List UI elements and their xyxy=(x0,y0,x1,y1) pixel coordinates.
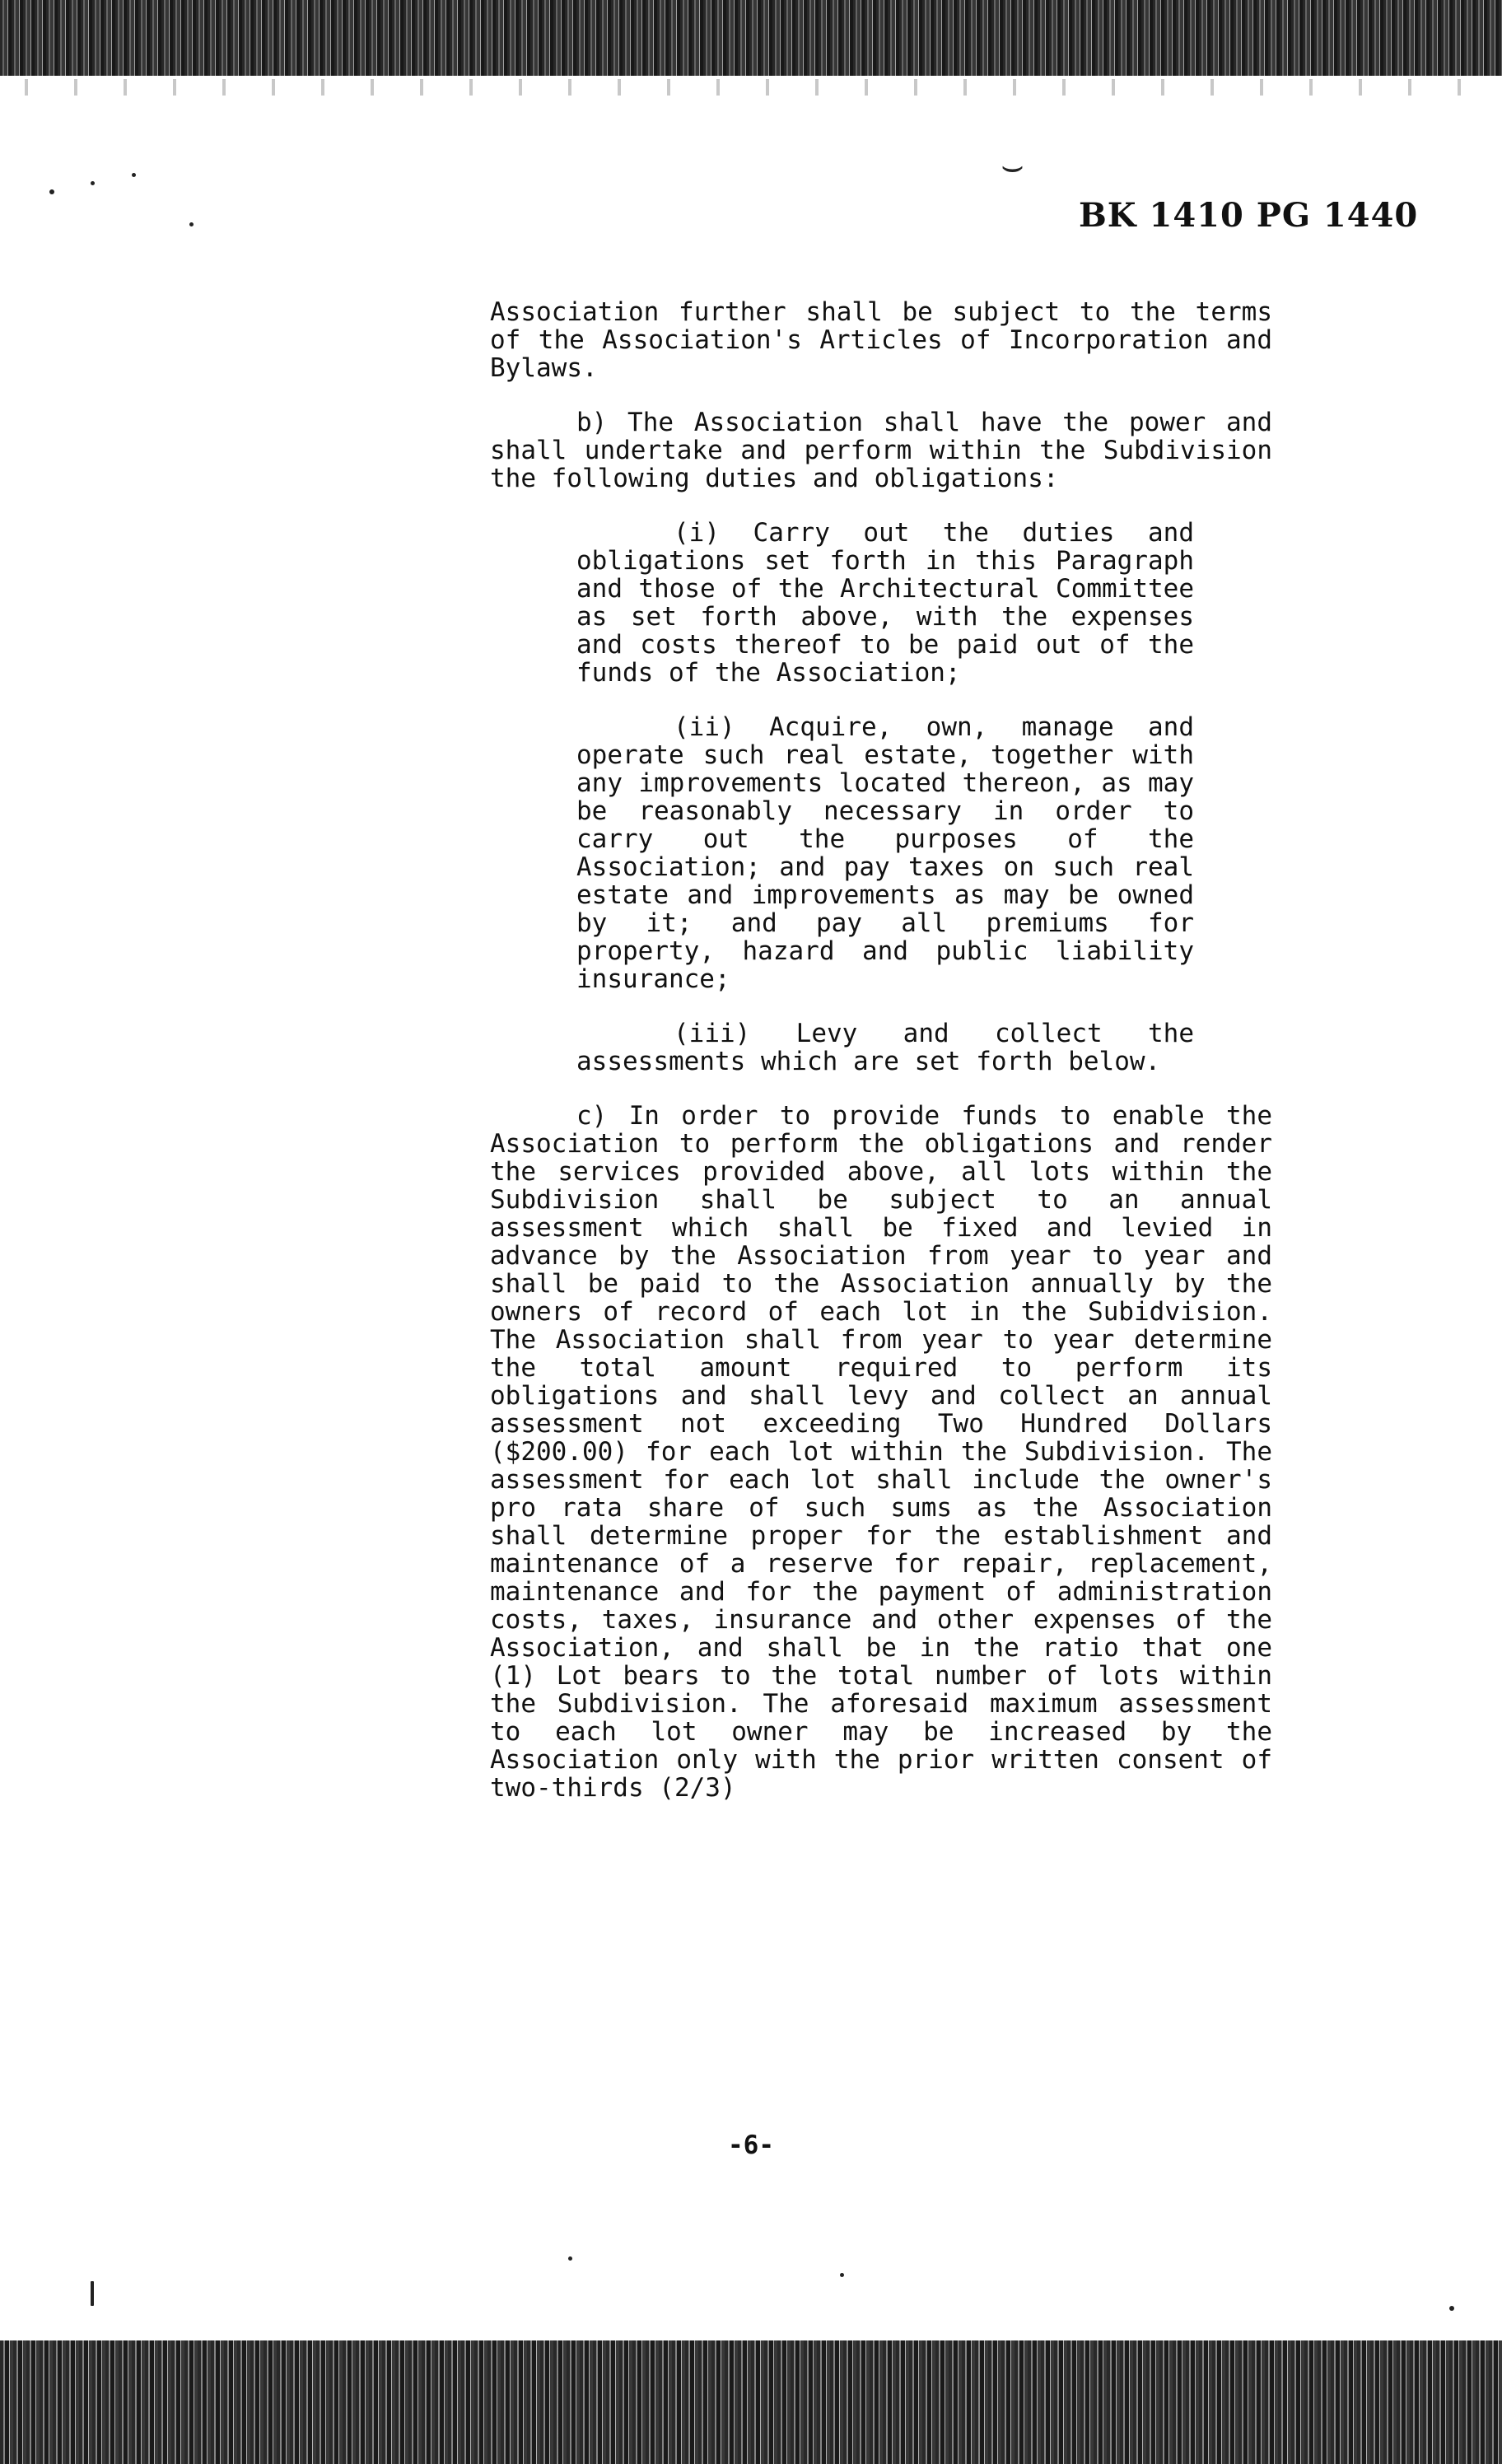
scan-noise-bottom xyxy=(0,2340,1502,2464)
paragraph-intro: Association further shall be subject to the terms of the Association's Articles of Incorporation and Bylaws. xyxy=(490,297,1272,383)
scan-noise-top xyxy=(0,0,1502,76)
speckle xyxy=(132,173,136,177)
speckle xyxy=(189,222,194,226)
book-page-reference: BK 1410 PG 1440 xyxy=(1079,196,1419,235)
speckle xyxy=(568,2256,572,2261)
page-number: -6- xyxy=(728,2130,774,2160)
speckle xyxy=(91,2281,94,2306)
paragraph-b: b) The Association shall have the power and shall undertake and perform within the Subdivision the following duties and obligations: xyxy=(490,408,1272,493)
paragraph-c: c) In order to provide funds to enable the Association to perform the obligations and render the services provided above, all lots within the Subdivision shall be subject to an annual assessment which shall be fixed and levied in advance by the Association from year to year and shall be paid to the Association annually by the owners of record of each lot in the Subidvision. The Association shall from year to year determine the total amount required to perform its obligations and shall levy and collect an annual assessment not exceeding Two Hundred Dollars ($200.00) for each lot within the Subdivision. The assessment for each lot shall include the owner's pro rata share of such sums as the Association shall determine proper for the establishment and maintenance of a reserve for repair, replacement, maintenance and for the payment of administration costs, taxes, insurance and other expenses of the Association, and shall be in the ratio that one (1) Lot bears to the total number of lots within the Subdivision. The aforesaid maximum assessment to each lot owner may be increased by the Association only with the prior written consent of two-thirds (2/3) xyxy=(490,1101,1272,1803)
document-body xyxy=(490,298,1272,1828)
speckle xyxy=(840,2273,844,2277)
speckle xyxy=(49,189,54,194)
speckle xyxy=(91,181,95,185)
speckle xyxy=(1449,2306,1454,2311)
handwritten-mark-icon: ⌣ xyxy=(1001,145,1024,187)
subparagraph-ii: (ii) Acquire, own, manage and operate such real estate, together with any improvements located thereon, as may be reasonably necessary in order to carry out the purposes of the Association; and pay taxes on such real estate and improvements as may be owned by it; and pay all premiums for property, hazard and public liability insurance; xyxy=(576,712,1194,994)
subparagraph-i: (i) Carry out the duties and obligations set forth in this Paragraph and those of the Architectural Committee as set forth above, with the expenses and costs thereof to be paid out of the funds of the Association; xyxy=(576,518,1194,688)
subparagraph-iii: (iii) Levy and collect the assessments which are set forth below. xyxy=(576,1019,1194,1076)
